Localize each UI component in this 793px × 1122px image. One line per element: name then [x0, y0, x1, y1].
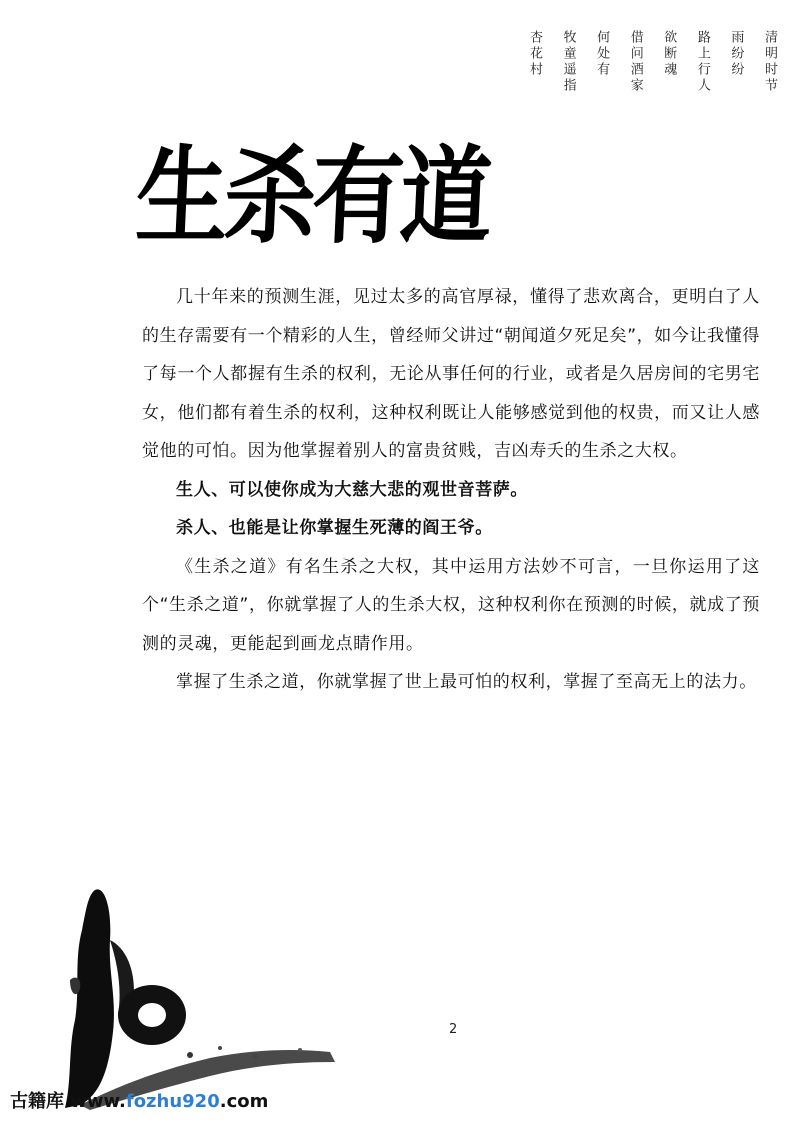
poem-column: 路上行人	[694, 30, 710, 94]
page-title: 生杀有道	[133, 135, 491, 259]
paragraph: 《生杀之道》有名生杀之大权，其中运用方法妙不可言，一旦你运用了这个“生杀之道”，你就掌握了人的生杀大权，这种权利你在预测的时候，就成了预测的灵魂，更能起到画龙点睛作用。	[142, 556, 760, 654]
watermark-url-prefix: www.	[70, 1091, 126, 1112]
poem-column: 牧童遥指	[560, 30, 576, 94]
poem-column: 何处有	[594, 30, 610, 78]
poem-column: 借问酒家	[627, 30, 643, 94]
watermark-site-name: 古籍库	[10, 1091, 64, 1112]
paragraph: 杀人、也能是让你掌握生死薄的阎王爷。	[176, 518, 493, 538]
paragraph: 掌握了生杀之道，你就掌握了世上最可怕的权利，掌握了至高无上的法力。	[176, 672, 757, 692]
poem-column: 清明时节	[761, 30, 777, 94]
watermark-url-highlight: fozhu920	[125, 1091, 220, 1112]
site-watermark	[10, 1087, 268, 1113]
poem-column: 欲断魂	[661, 30, 677, 78]
article-body	[142, 278, 760, 702]
paragraph: 几十年来的预测生涯，见过太多的高官厚禄，懂得了悲欢离合，更明白了人的生存需要有一个精彩的人生，曾经师父讲过“朝闻道夕死足矣”，如今让我懂得了每一个人都握有生杀的权利，无论从事任何的行业，或者是久居房间的宅男宅女，他们都有着生杀的权利，这种权利既让人能够感觉到他的权贵，而又让人感觉他的可怕。因为他掌握着别人的富贵贫贱，吉凶寿夭的生杀之大权。	[142, 287, 760, 461]
poem-column: 杏花村	[527, 30, 542, 78]
poem-column: 雨纷纷	[728, 30, 744, 78]
watermark-url-suffix: .com	[219, 1091, 269, 1112]
vertical-poem	[528, 30, 776, 110]
page-number: 2	[449, 1022, 458, 1037]
paragraph: 生人、可以使你成为大慈大悲的观世音菩萨。	[176, 479, 528, 500]
ink-painting-illustration	[60, 880, 380, 1110]
